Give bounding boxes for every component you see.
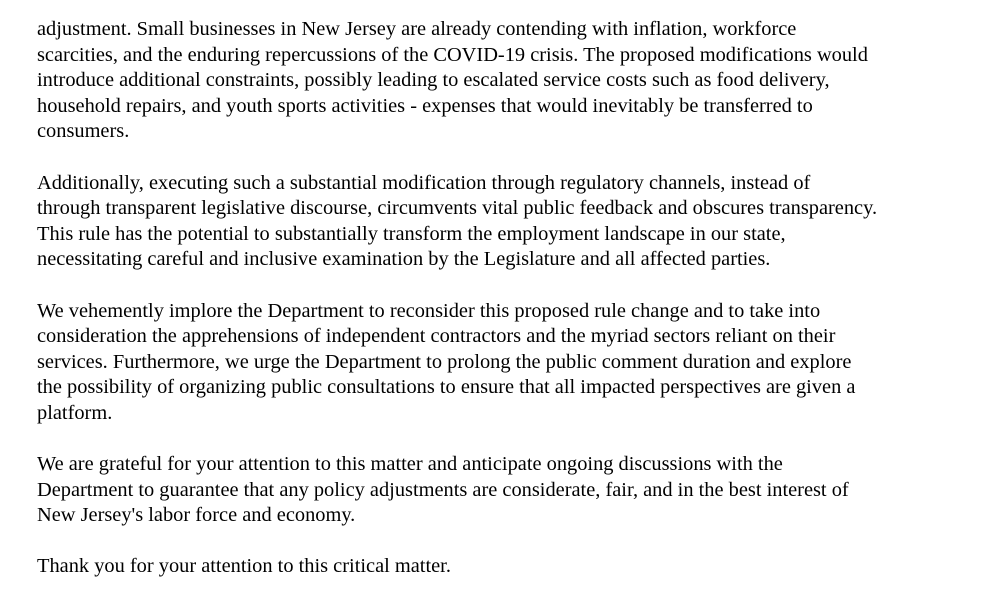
text-line: necessitating careful and inclusive examination by the Legislature and all affected parties. [37, 248, 771, 271]
text-line: through transparent legislative discourse, circumvents vital public feedback and obscures transparency. [37, 197, 878, 220]
text-line: Department to guarantee that any policy adjustments are considerate, fair, and in the best interest of [37, 478, 849, 501]
paragraph-closing [37, 554, 997, 580]
paragraph-gratitude [37, 452, 997, 529]
text-line: the possibility of organizing public consultations to ensure that all impacted perspectives are given a [37, 376, 856, 399]
text-line: New Jersey's labor force and economy. [37, 504, 356, 527]
text-line: adjustment. Small businesses in New Jersey are already contending with inflation, workforce [37, 18, 797, 40]
paragraph-regulatory-channels [37, 171, 997, 273]
text-line: Additionally, executing such a substantial modification through regulatory channels, instead of [37, 171, 811, 194]
text-line: Thank you for your attention to this critical matter. [37, 555, 451, 578]
text-line: We are grateful for your attention to this matter and anticipate ongoing discussions with the [37, 453, 783, 476]
text-line: scarcities, and the enduring repercussions of the COVID-19 crisis. The proposed modifications would [37, 43, 868, 66]
paragraph-small-business-impact [37, 17, 997, 145]
text-line: consumers. [37, 120, 130, 143]
text-line: introduce additional constraints, possibly leading to escalated service costs such as food delivery, [37, 69, 830, 92]
text-line: consideration the apprehensions of independent contractors and the myriad sectors reliant on their [37, 325, 836, 348]
document-body [37, 17, 997, 606]
paragraph-request-reconsideration [37, 299, 997, 427]
text-line: platform. [37, 401, 113, 424]
text-line: services. Furthermore, we urge the Department to prolong the public comment duration and explore [37, 350, 852, 373]
text-line: household repairs, and youth sports activities - expenses that would inevitably be transferred to [37, 94, 813, 117]
text-line: We vehemently implore the Department to reconsider this proposed rule change and to take into [37, 299, 821, 322]
text-line: This rule has the potential to substantially transform the employment landscape in our state, [37, 222, 786, 245]
